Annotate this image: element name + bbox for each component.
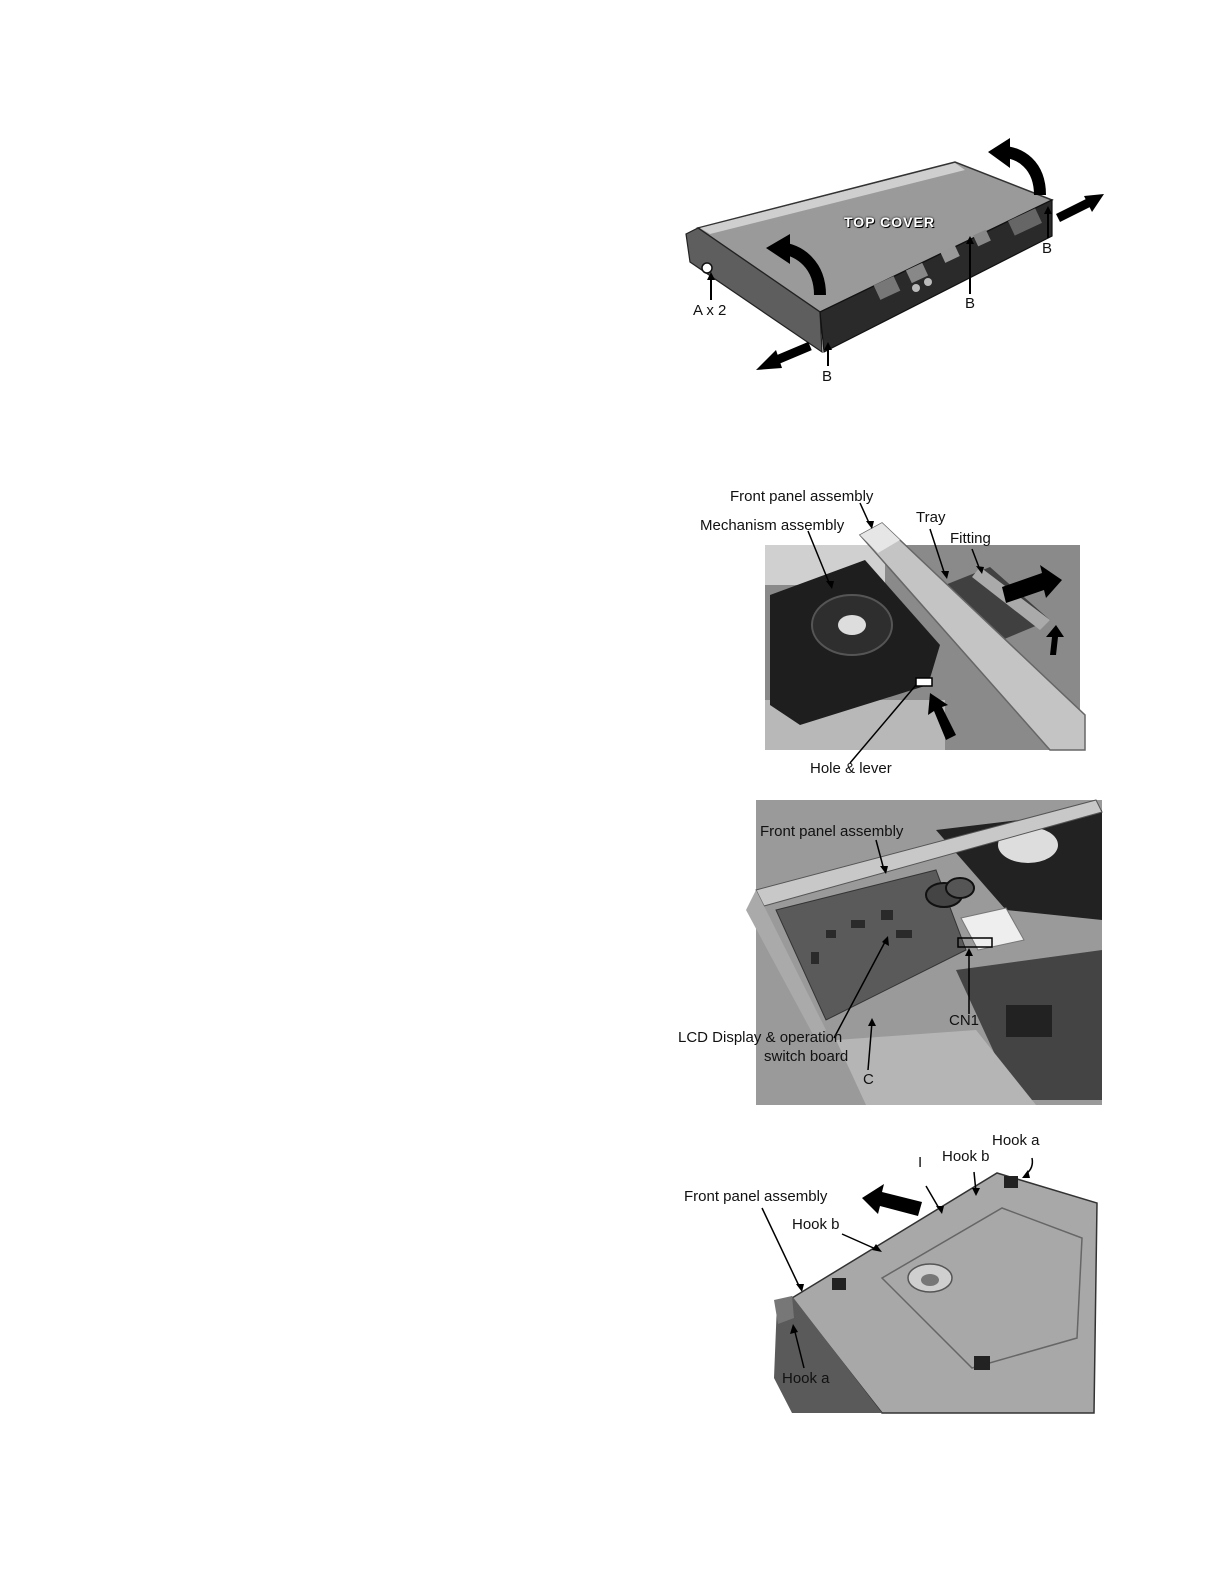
label-a-x2: A x 2 (693, 302, 727, 319)
figure-top-cover (680, 130, 1120, 390)
label-c: C (863, 1071, 874, 1088)
label-hook-b-top: Hook b (942, 1148, 990, 1165)
lcd-board-photo (676, 800, 1106, 1105)
label-hook-a-bottom: Hook a (782, 1370, 830, 1387)
figure-front-panel-tray (690, 485, 1090, 780)
label-lcd-line2: switch board (764, 1048, 849, 1065)
label-b-right: B (1042, 240, 1053, 257)
label-lcd-line1: LCD Display & operation (678, 1029, 843, 1046)
label-i: I (918, 1154, 923, 1171)
bottom-chassis-photo (682, 1128, 1102, 1418)
label-fitting: Fitting (950, 530, 991, 547)
label-b-middle: B (965, 295, 976, 312)
label-cn1: CN1 (949, 1012, 980, 1029)
top-cover-label: TOP COVER (844, 214, 935, 230)
figure-bottom-hooks (682, 1128, 1102, 1418)
label-front-panel-assembly: Front panel assembly (730, 488, 874, 505)
label-hook-a-top: Hook a (992, 1132, 1040, 1149)
label-hook-b-middle: Hook b (792, 1216, 840, 1233)
label-front-panel-assembly: Front panel assembly (684, 1188, 828, 1205)
label-tray: Tray (916, 509, 946, 526)
label-hole-lever: Hole & lever (810, 760, 892, 777)
label-mechanism-assembly: Mechanism assembly (700, 517, 845, 534)
figure-lcd-board (676, 800, 1106, 1105)
top-cover-illustration (680, 130, 1120, 390)
label-front-panel-assembly: Front panel assembly (760, 823, 904, 840)
label-b-left: B (822, 368, 833, 385)
